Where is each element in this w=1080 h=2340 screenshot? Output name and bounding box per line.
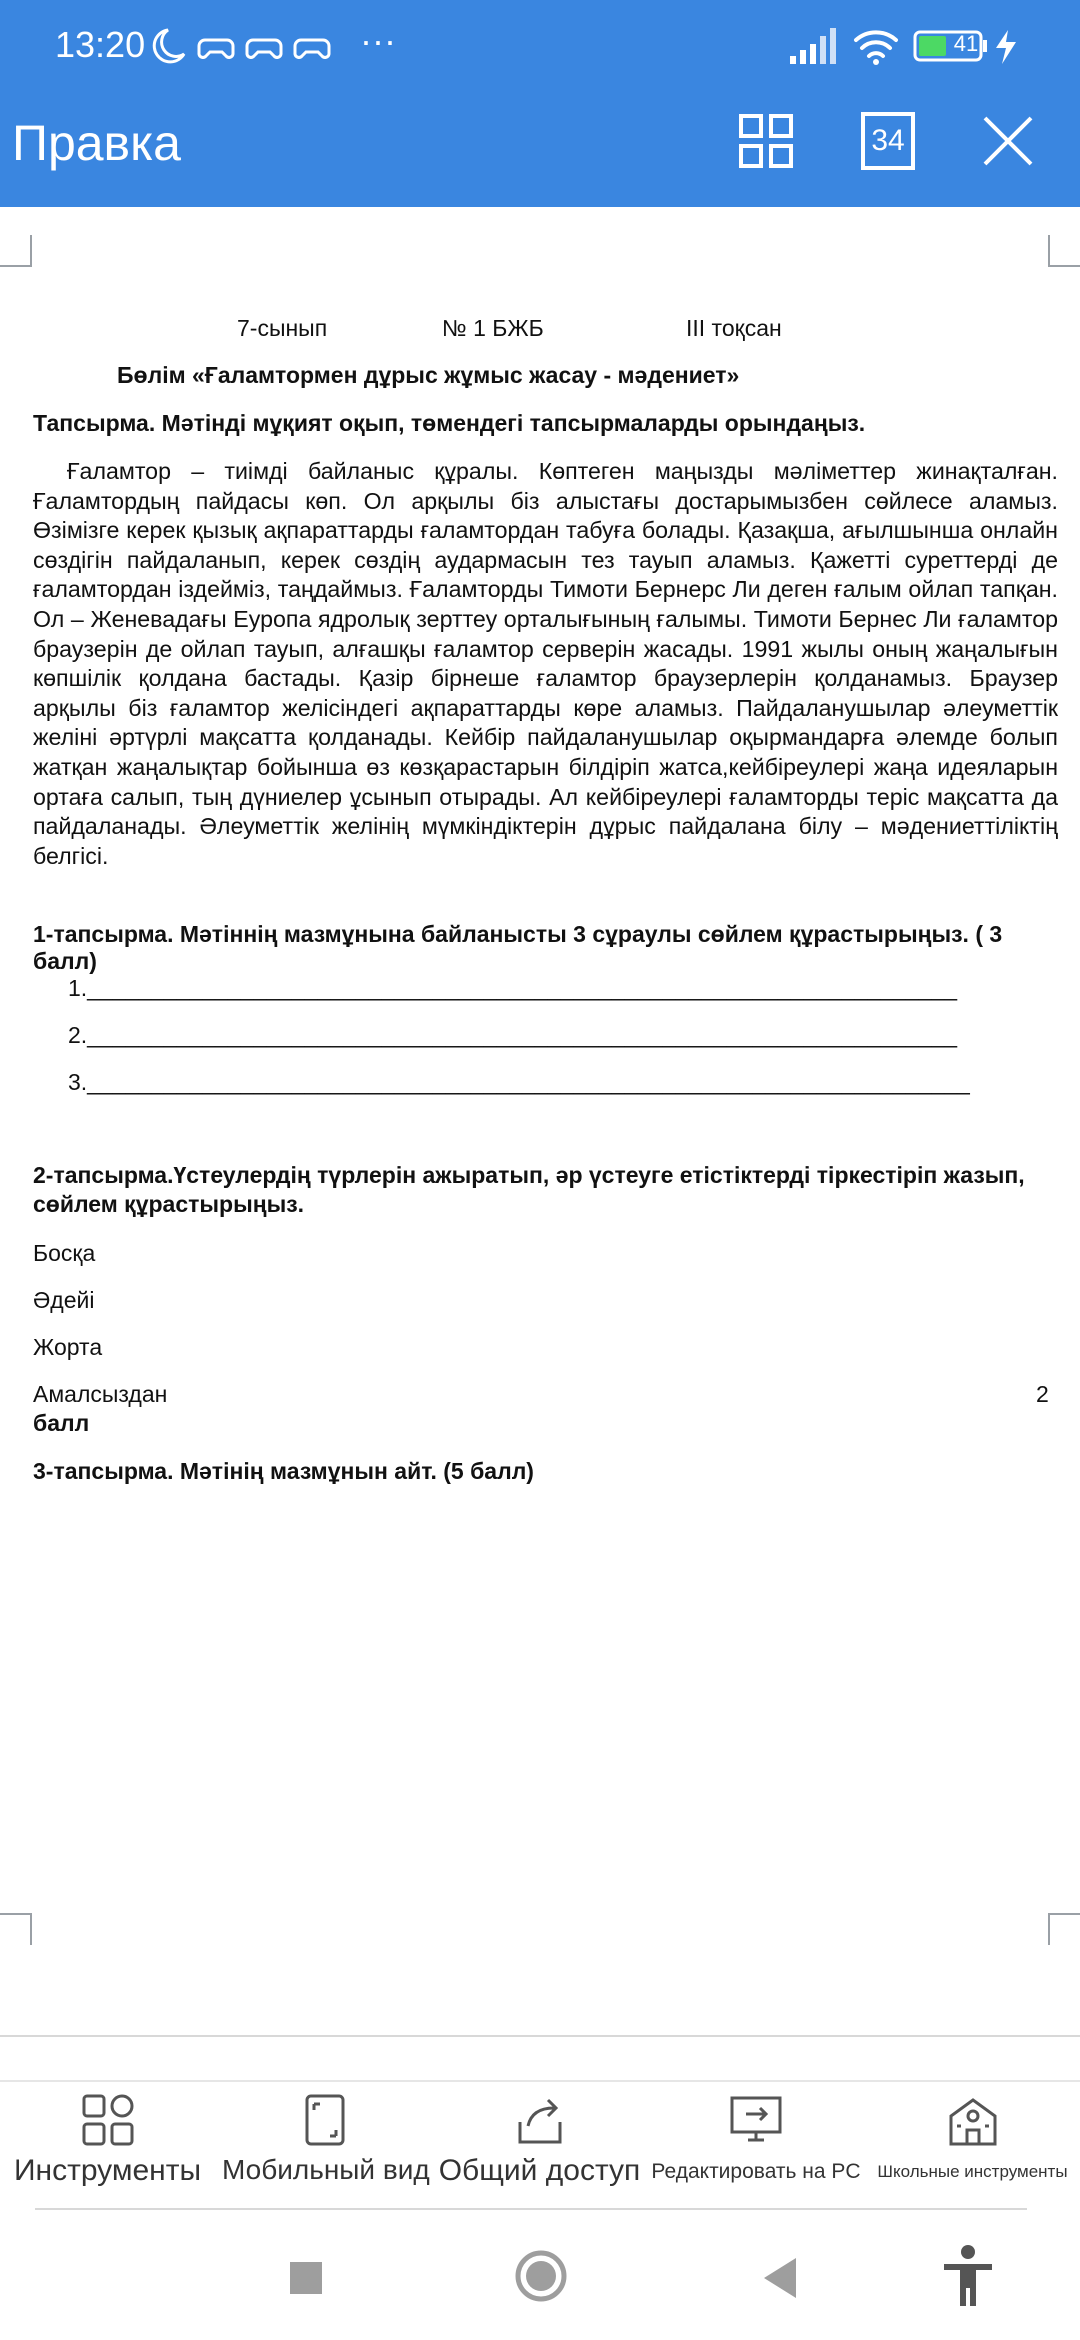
school-tools-label: Школьные инструменты	[877, 2162, 1068, 2181]
app-bar	[0, 0, 1080, 207]
page-corner-mark	[0, 1913, 32, 1945]
adverb-item: Амалсыздан	[33, 1381, 168, 1407]
tools-button[interactable]	[5, 2092, 210, 2188]
back-button[interactable]	[752, 2250, 808, 2306]
tools-label: Инструменты	[13, 2154, 202, 2187]
back-triangle-icon	[752, 2250, 808, 2306]
page-title: Правка	[12, 115, 181, 171]
accessibility-button[interactable]	[938, 2244, 998, 2310]
adverb-item: Босқа	[33, 1240, 96, 1266]
adverb-item: Жорта	[33, 1334, 103, 1360]
answer-line-1: 1.____________________________________________________________________	[68, 975, 958, 1001]
grid-icon	[80, 2092, 136, 2148]
page-count-button[interactable]	[855, 108, 921, 174]
task3-heading: 3-тапсырма. Мәтінің мазмұнын айт. (5 балл)	[33, 1458, 534, 1484]
status-system-icons	[790, 26, 1050, 66]
battery-level: 41	[953, 31, 979, 56]
task2-heading-cont: сөйлем құрастырыңыз.	[33, 1191, 305, 1217]
share-icon	[512, 2092, 568, 2148]
task1-heading: 1-тапсырма. Мәтіннің мазмұнына байланысты 3 сұраулы сөйлем құрастырыңыз. ( 3	[33, 921, 1003, 947]
page-count: 34	[871, 124, 905, 157]
monitor-icon	[728, 2092, 784, 2148]
task2-points-word: балл	[33, 1410, 90, 1436]
edit-on-pc-button[interactable]	[650, 2092, 862, 2184]
grid-icon	[733, 108, 799, 174]
main-paragraph: Ғаламтор – тиімді байланыс құралы. Көптеген маңызды мәліметтер жинақталған. Ғаламтордың пайдасы көп. Ол арқылы біз алыстағы достарымызбен сөйлесе аламыз. Өзімізге керек қызық ақпараттарды ғаламтордан табуға болады. Қазақша, ағылшынша онлайн сөздігін пайдаланып, керек сөздің аудармасын тез тауып аламыз. Қажетті суреттерді де ғаламтордан іздейміз, таңдаймыз. Ғаламторды Тимоти Бернерс Ли деген ғалым ойлап тапқан. Ол – Женевадағы Еуропа ядролық зерттеу орталығының ғалымы. Тимоти Бернес Ли ғаламтор браузерін де ойлап тауып, алғашқы ғаламтор серверін жасады. 1991 жылы оның жаңалығын көпшілік қолдана бастады. Қазір бірнеше ғаламтор браузерлерін қолданамыз. Браузер арқылы біз ғаламтор желісіндегі ақпараттарды көре аламыз. Пайдаланушылар әлеуметтік желіні әртүрлі мақсатта қолданады. Кейбір пайдаланушылар оқырмандарға әлемде болып жатқан жаңалықтар бойынша өз көзқарастарын білдіріп жатса,кейбіреулері жаңа идеяларын ортаға салып, тың дүниелер ұсынып отырады. Ал кейбіреулері ғаламторды теріс мақсатта да пайдаланады. Әлеуметтік желінің мүмкіндіктерін дұрыс пайдалана білу – мәдениеттіліктің белгісі.	[33, 458, 1058, 869]
answer-line-3: 3._____________________________________________________________________	[68, 1069, 970, 1095]
page-divider	[0, 2035, 1080, 2037]
accessibility-icon	[938, 2244, 998, 2310]
thumbnails-button[interactable]	[733, 108, 799, 174]
page-corner-mark	[0, 235, 32, 267]
school-tools-button[interactable]	[870, 2092, 1075, 2182]
recents-button[interactable]	[278, 2250, 334, 2306]
bottom-toolbar	[0, 2080, 1080, 2212]
adverb-item: Әдейі	[33, 1287, 95, 1313]
task1-heading-points: балл)	[33, 948, 97, 974]
system-navigation-bar	[0, 2210, 1080, 2340]
mobile-view-icon	[297, 2092, 353, 2148]
answer-line-2: 2.____________________________________________________________________	[68, 1022, 958, 1048]
mobile-view-button[interactable]	[222, 2092, 430, 2186]
header-grade: 7-сынып	[237, 315, 328, 341]
status-time: 13:20	[55, 24, 146, 65]
school-icon	[945, 2092, 1001, 2148]
square-icon	[278, 2250, 334, 2306]
header-quarter: III тоқсан	[686, 315, 782, 341]
section-title: Бөлім «Ғаламтормен дұрыс жұмыс жасау - мәдениет»	[117, 362, 740, 388]
header-test: № 1 БЖБ	[442, 315, 544, 341]
page-corner-mark	[1048, 1913, 1080, 1945]
mobile-view-label: Мобильный вид	[222, 2154, 430, 2185]
status-more-icon: ···	[360, 20, 396, 61]
share-label: Общий доступ	[438, 2154, 641, 2187]
edit-on-pc-label: Редактировать на PC	[651, 2160, 861, 2183]
page-corner-mark	[1048, 235, 1080, 267]
close-button[interactable]	[975, 108, 1041, 174]
status-bar	[0, 0, 1080, 90]
task2-points-number: 2	[1036, 1381, 1049, 1407]
instruction: Тапсырма. Мәтінді мұқият оқып, төмендегі тапсырмаларды орындаңыз.	[33, 410, 866, 436]
close-icon	[975, 108, 1041, 174]
share-button[interactable]	[437, 2092, 642, 2188]
task2-heading: 2-тапсырма.Үстеулердің түрлерін ажыратып, әр үстеуге етістіктерді тіркестіріп жазып,	[33, 1162, 1025, 1188]
home-button[interactable]	[511, 2246, 571, 2306]
document-page[interactable]	[0, 207, 1080, 2037]
circle-icon	[511, 2246, 571, 2306]
